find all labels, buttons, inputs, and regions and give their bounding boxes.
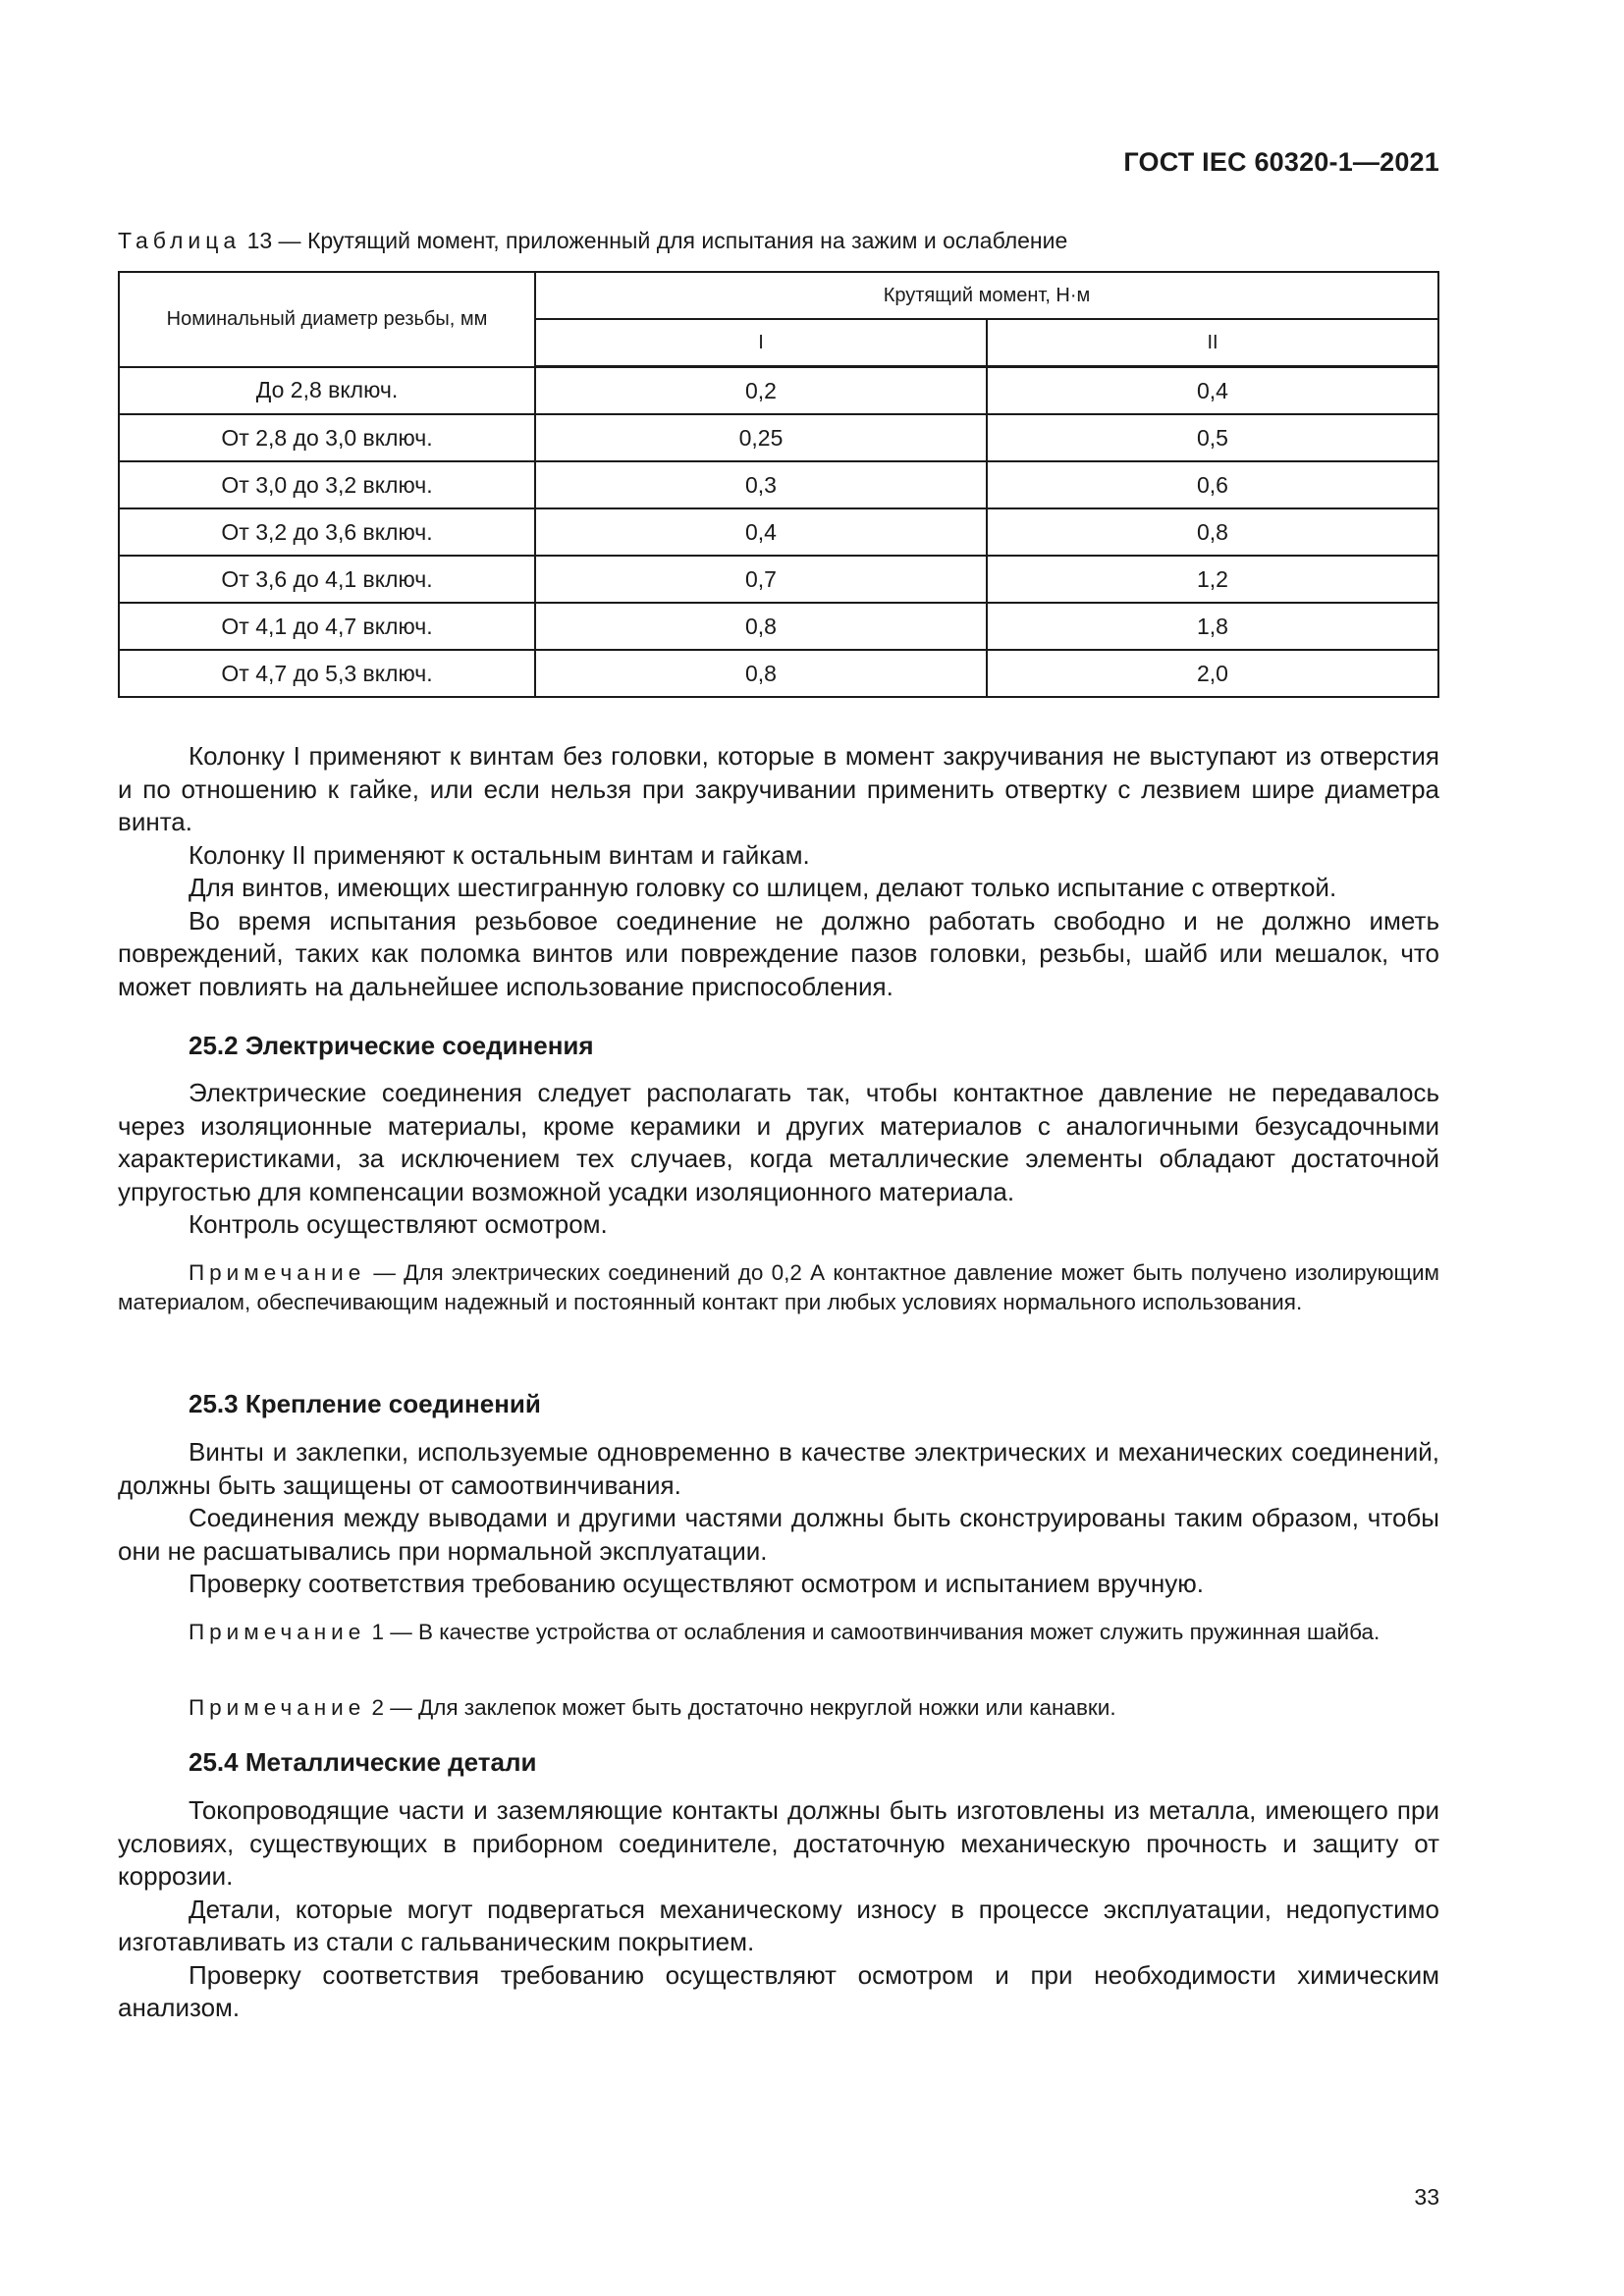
table-caption [118, 228, 1067, 254]
table-notes-block [118, 740, 1439, 1003]
cell-torque-II: 0,6 [987, 461, 1438, 508]
cell-torque-I: 0,8 [535, 650, 987, 697]
paragraph: Соединения между выводами и другими частями должны быть сконструированы таким образом, чтобы они не расшатывались при нормальной эксплуатации. [118, 1503, 1439, 1566]
table-row [119, 367, 1438, 415]
table-caption-text: 13 — Крутящий момент, приложенный для испытания на зажим и ослабление [246, 228, 1068, 253]
note-label: Примечание [189, 1695, 366, 1720]
paragraph: Колонку I применяют к винтам без головки, которые в момент закручивания не выступают из отверстия и по отношению к гайке, или если нельзя при закручивании применить отвертку с лезвием шире диаметра винта. [118, 741, 1439, 836]
cell-torque-II: 1,8 [987, 603, 1438, 650]
paragraph: Проверку соответствия требованию осуществляют осмотром и при необходимости химическим анализом. [118, 1959, 1439, 2022]
paragraph: Детали, которые могут подвергаться механическому износу в процессе эксплуатации, недопустимо изготавливать из стали с гальваническим покрытием. [118, 1894, 1439, 1956]
cell-torque-I: 0,8 [535, 603, 987, 650]
cell-torque-I: 0,2 [535, 367, 987, 415]
table-caption-label: Таблица [118, 228, 242, 253]
note-text: — Для электрических соединений до 0,2 А контактное давление может быть получено изолирующим материалом, обеспечивающим надежный и постоянный контакт при любых условиях нормального использования. [118, 1260, 1439, 1314]
table-row [119, 556, 1438, 603]
section-25-3-note-1 [118, 1618, 1439, 1647]
cell-torque-I: 0,7 [535, 556, 987, 603]
cell-torque-II: 1,2 [987, 556, 1438, 603]
paragraph: Проверку соответствия требованию осуществляют осмотром и испытанием вручную. [189, 1569, 1205, 1598]
cell-diameter: От 2,8 до 3,0 включ. [119, 414, 535, 461]
cell-torque-I: 0,4 [535, 508, 987, 556]
cell-diameter: От 4,1 до 4,7 включ. [119, 603, 535, 650]
page-number: 33 [1414, 2184, 1439, 2210]
cell-torque-I: 0,25 [535, 414, 987, 461]
table-row [119, 508, 1438, 556]
paragraph: Во время испытания резьбовое соединение не должно работать свободно и не должно иметь повреждений, таких как поломка винтов или повреждение пазов головки, резьбы, шайб или мешалок, что может повлиять на дальнейшее использование приспособления. [118, 905, 1439, 1001]
cell-torque-II: 0,8 [987, 508, 1438, 556]
section-heading-25-3: 25.3 Крепление соединений [189, 1389, 541, 1418]
section-25-2-body [118, 1077, 1439, 1242]
cell-diameter: От 3,2 до 3,6 включ. [119, 508, 535, 556]
cell-torque-I: 0,3 [535, 461, 987, 508]
note-text: 2 — Для заклепок может быть достаточно некруглой ножки или канавки. [365, 1695, 1116, 1720]
note-label: Примечание [189, 1260, 366, 1285]
note-label: Примечание [189, 1620, 366, 1644]
note-text: 1 — В качестве устройства от ослабления и самоотвинчивания может служить пружинная шайба. [365, 1620, 1380, 1644]
cell-torque-II: 2,0 [987, 650, 1438, 697]
paragraph: Для винтов, имеющих шестигранную головку со шлицем, делают только испытание с отверткой. [189, 873, 1337, 902]
header-torque: Крутящий момент, Н·м [535, 272, 1438, 319]
header-col-II: II [987, 319, 1438, 367]
cell-diameter: От 4,7 до 5,3 включ. [119, 650, 535, 697]
table-row [119, 414, 1438, 461]
cell-diameter: От 3,6 до 4,1 включ. [119, 556, 535, 603]
torque-table [118, 271, 1439, 698]
standard-code: ГОСТ IEC 60320-1—2021 [1123, 147, 1439, 177]
paragraph: Колонку II применяют к остальным винтам и гайкам. [189, 839, 810, 870]
table-row [119, 603, 1438, 650]
section-25-3-note-2 [118, 1693, 1439, 1723]
cell-diameter: До 2,8 включ. [119, 367, 535, 415]
cell-torque-II: 0,4 [987, 367, 1438, 415]
paragraph: Контроль осуществляют осмотром. [189, 1209, 608, 1239]
paragraph: Винты и заклепки, используемые одновременно в качестве электрических и механических соединений, должны быть защищены от самоотвинчивания. [118, 1437, 1439, 1500]
paragraph: Электрические соединения следует располагать так, чтобы контактное давление не передавалось через изоляционные материалы, кроме керамики и других материалов с аналогичными безусадочными характеристиками, за исключением тех случаев, когда металлические элементы обладают достаточной упругостью для компенсации возможной усадки изоляционного материала. [118, 1078, 1439, 1206]
section-25-3-body [118, 1436, 1439, 1601]
section-25-2-note [118, 1258, 1439, 1317]
paragraph: Токопроводящие части и заземляющие контакты должны быть изготовлены из металла, имеющего при условиях, существующих в приборном соединителе, достаточную механическую прочность и защиту от коррозии. [118, 1795, 1439, 1891]
header-diameter: Номинальный диаметр резьбы, мм [119, 272, 535, 367]
cell-torque-II: 0,5 [987, 414, 1438, 461]
section-25-4-body [118, 1794, 1439, 2025]
table-row [119, 650, 1438, 697]
section-heading-25-4: 25.4 Металлические детали [189, 1747, 537, 1777]
table-row [119, 461, 1438, 508]
section-heading-25-2: 25.2 Электрические соединения [189, 1031, 594, 1060]
header-col-I: I [535, 319, 987, 367]
cell-diameter: От 3,0 до 3,2 включ. [119, 461, 535, 508]
